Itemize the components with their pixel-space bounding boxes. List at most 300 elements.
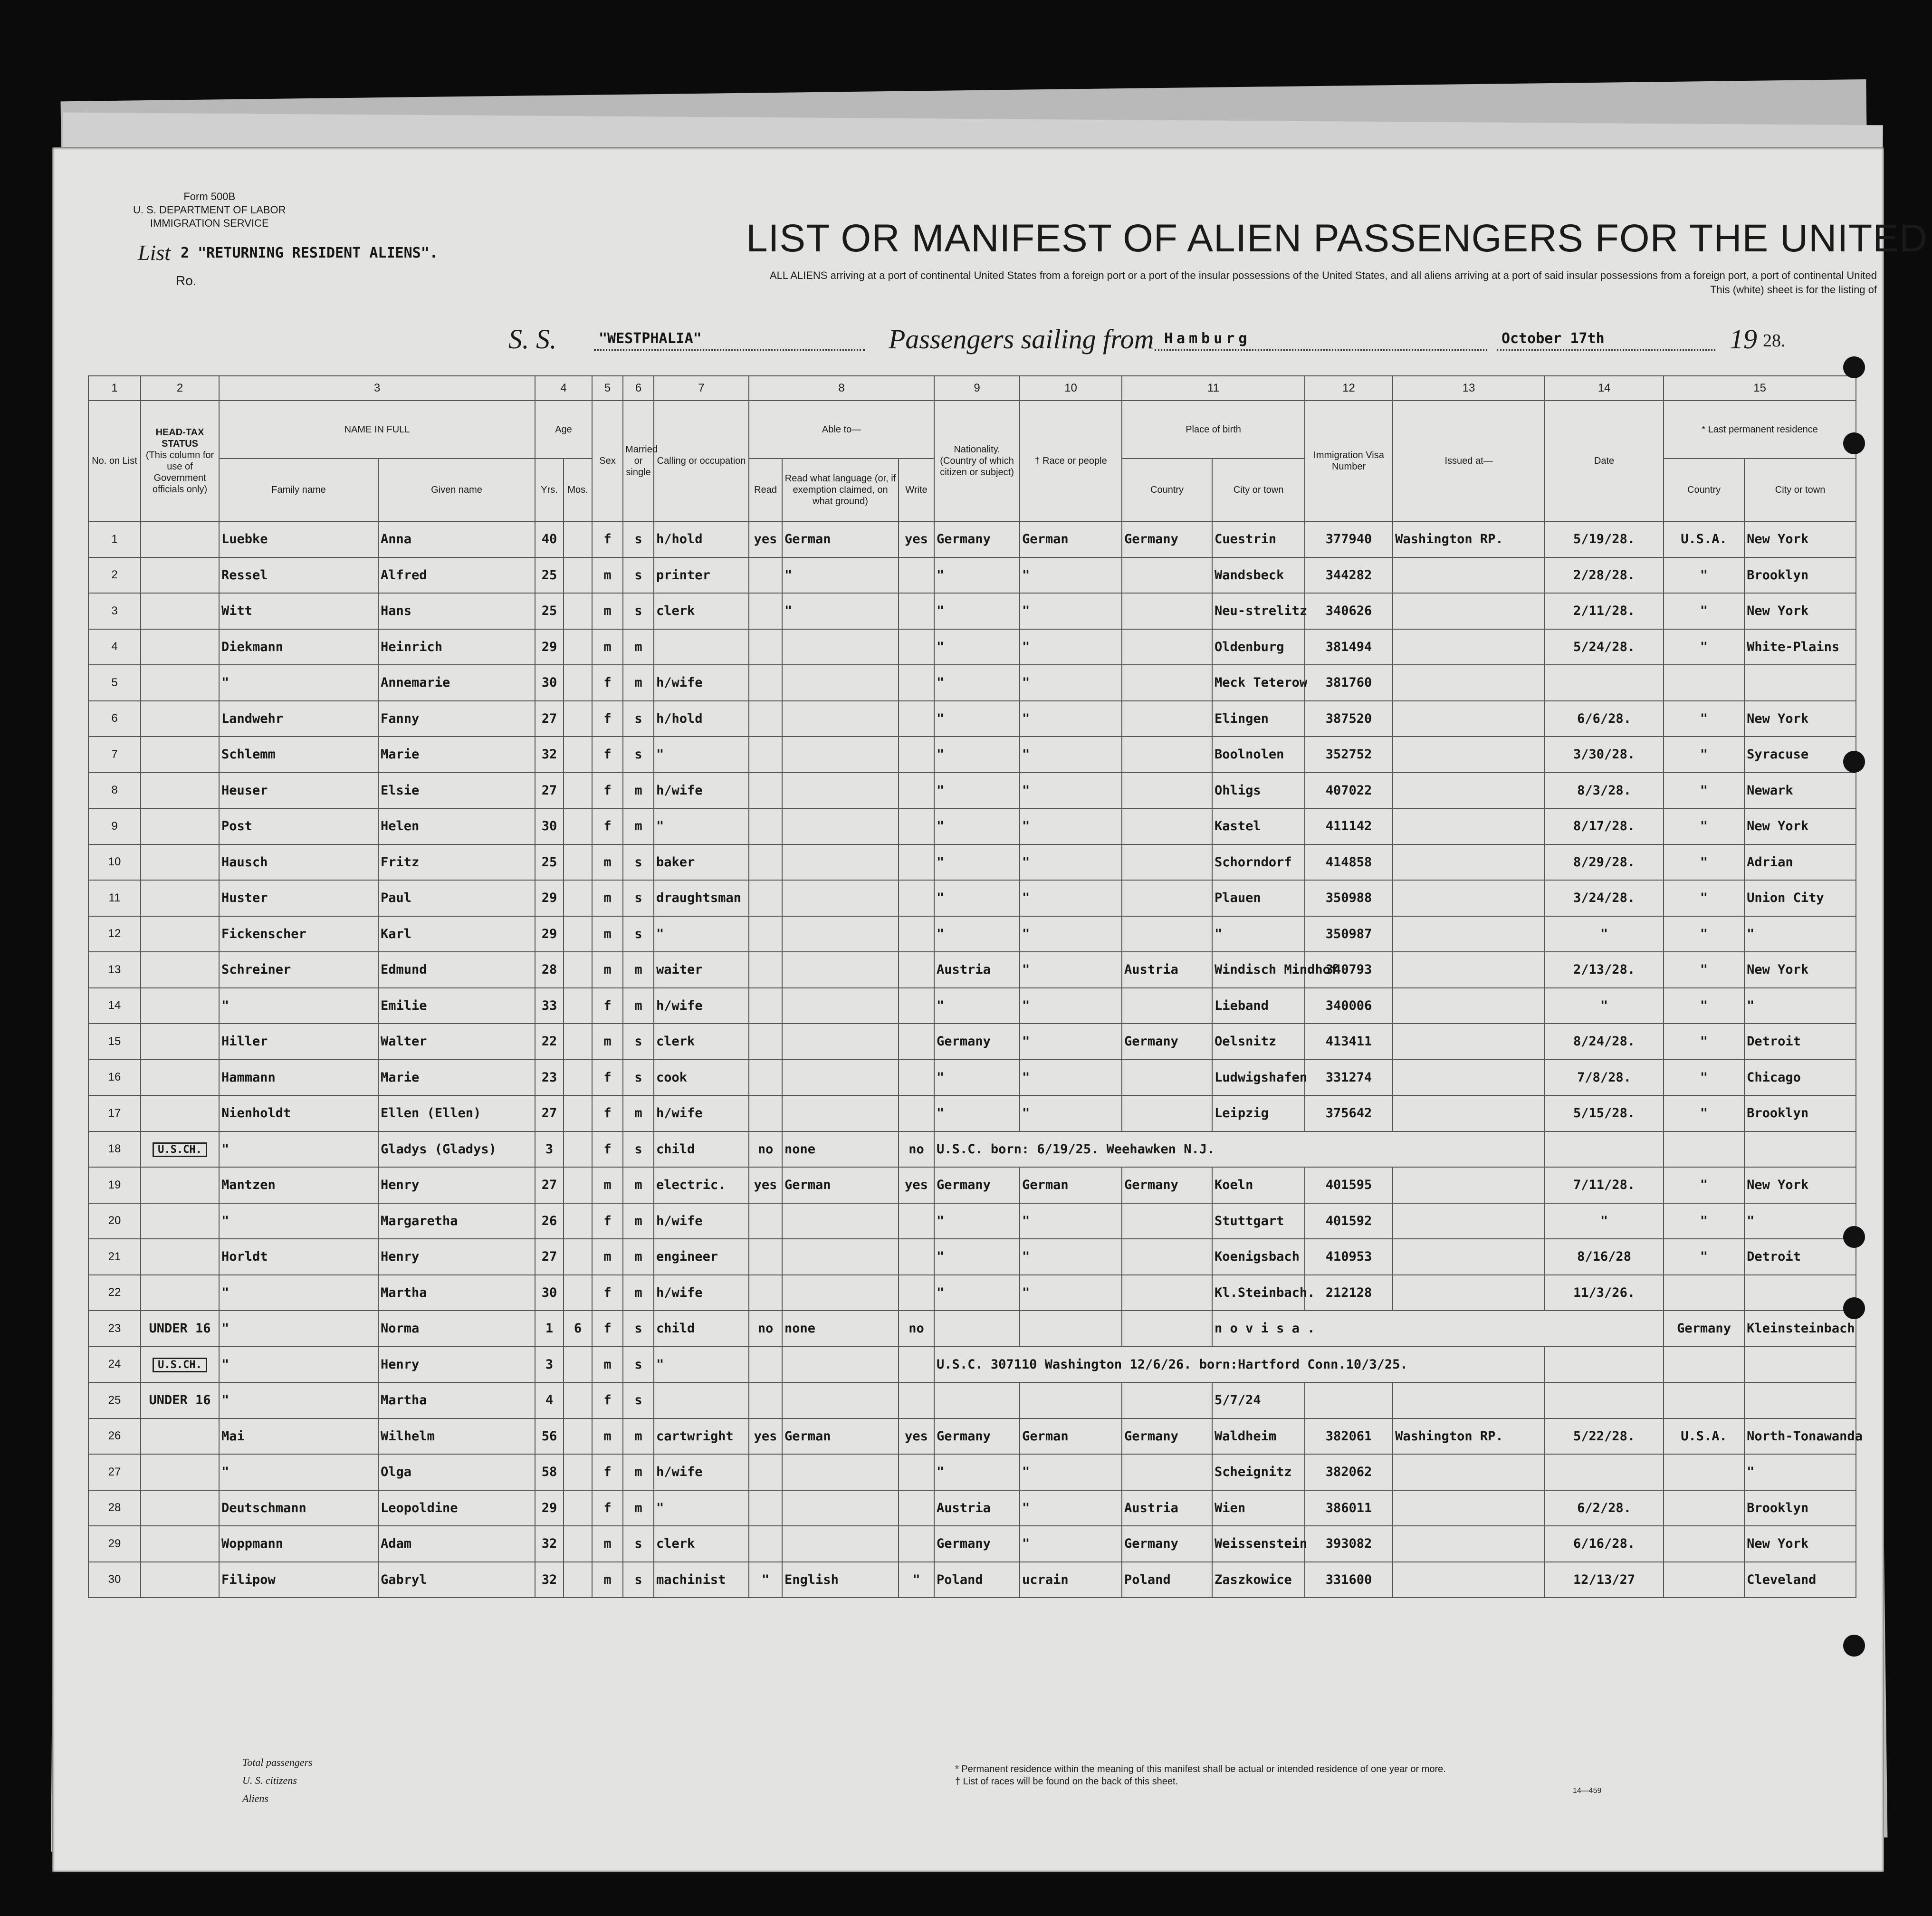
race: ": [1020, 1060, 1122, 1096]
issued-at: [1393, 1239, 1545, 1275]
age-months: [564, 1418, 592, 1455]
age-months: [564, 1454, 592, 1490]
colnum: 11: [1122, 376, 1305, 401]
marital-status: m: [623, 1239, 654, 1275]
colnum: 4: [535, 376, 592, 401]
issued-at: [1393, 1526, 1545, 1562]
occupation: h/hold: [654, 521, 749, 557]
age-months: [564, 1347, 592, 1383]
residence-country: [1664, 1562, 1744, 1598]
age-years: 3: [535, 1347, 564, 1383]
visa-number: 340006: [1305, 988, 1393, 1024]
given-name: Anna: [378, 521, 535, 557]
binder-hole: [1843, 1635, 1865, 1657]
birth-city: Plauen: [1212, 880, 1305, 916]
family-name: Hausch: [219, 844, 378, 881]
port-underline: [1155, 349, 1487, 351]
age-years: 29: [535, 880, 564, 916]
header-read-language: Read what language (or, if exemption claimed, on what ground): [782, 459, 899, 521]
header-no-on-list: No. on List: [88, 401, 141, 521]
sex: f: [592, 701, 623, 737]
can-write: [899, 808, 934, 844]
residence-city: New York: [1744, 808, 1856, 844]
nationality: U.S.C. 307110 Washington 12/6/26. born:Hartford Conn.10/3/25.: [934, 1347, 1545, 1383]
birth-country: [1122, 629, 1212, 665]
read-language: none: [782, 1311, 899, 1347]
family-name: ": [219, 1203, 378, 1239]
read-language: [782, 1060, 899, 1096]
table-row: [88, 665, 1856, 701]
sex: m: [592, 1347, 623, 1383]
table-row: [88, 1203, 1856, 1239]
age-years: 29: [535, 916, 564, 952]
can-write: [899, 701, 934, 737]
occupation: clerk: [654, 1526, 749, 1562]
visa-date: 3/30/28.: [1545, 737, 1664, 773]
read-language: [782, 1095, 899, 1131]
age-months: [564, 1095, 592, 1131]
head-tax-cell: [141, 1024, 219, 1060]
table-row: [88, 1167, 1856, 1203]
row-number: 19: [88, 1167, 141, 1203]
occupation: h/hold: [654, 701, 749, 737]
visa-date: [1545, 1131, 1664, 1168]
residence-city: North-Tonawanda: [1744, 1418, 1856, 1455]
family-name: Schlemm: [219, 737, 378, 773]
read-language: [782, 1203, 899, 1239]
visa-number: 407022: [1305, 773, 1393, 809]
age-years: 4: [535, 1382, 564, 1418]
port-of-departure: Hamburg: [1164, 330, 1251, 347]
visa-date: ": [1545, 988, 1664, 1024]
residence-city: ": [1744, 1203, 1856, 1239]
given-name: Henry: [378, 1167, 535, 1203]
given-name: Annemarie: [378, 665, 535, 701]
given-name: Norma: [378, 1311, 535, 1347]
nationality: ": [934, 701, 1020, 737]
can-write: no: [899, 1311, 934, 1347]
residence-city: New York: [1744, 593, 1856, 629]
birth-country: [1122, 1060, 1212, 1096]
age-years: 56: [535, 1418, 564, 1455]
row-number: 18: [88, 1131, 141, 1168]
birth-country: Germany: [1122, 1024, 1212, 1060]
visa-number: 350987: [1305, 916, 1393, 952]
occupation: ": [654, 916, 749, 952]
visa-number: 350988: [1305, 880, 1393, 916]
family-name: Hiller: [219, 1024, 378, 1060]
manifest-sheet: [52, 147, 1928, 1872]
department-name: U. S. DEPARTMENT OF LABOR: [133, 204, 286, 216]
occupation: draughtsman: [654, 880, 749, 916]
issued-at: [1393, 844, 1545, 881]
nationality: ": [934, 880, 1020, 916]
read-language: English: [782, 1562, 899, 1598]
residence-city: Union City: [1744, 880, 1856, 916]
can-write: yes: [899, 1418, 934, 1455]
aliens-label: Aliens: [242, 1792, 268, 1804]
colnum: 2: [141, 376, 219, 401]
occupation: ": [654, 1490, 749, 1526]
family-name: Schreiner: [219, 952, 378, 988]
visa-number: 344282: [1305, 557, 1393, 594]
family-name: ": [219, 1275, 378, 1311]
head-tax-cell: [141, 988, 219, 1024]
residence-city: Newark: [1744, 773, 1856, 809]
page-title: LIST OR MANIFEST OF ALIEN PASSENGERS FOR THE UNITED: [746, 217, 1928, 260]
residence-city: [1744, 1382, 1856, 1418]
visa-number: 340793: [1305, 952, 1393, 988]
can-read: [749, 593, 782, 629]
row-number: 17: [88, 1095, 141, 1131]
us-citizen-stamp: U.S.CH.: [153, 1358, 207, 1372]
birth-country: [1122, 737, 1212, 773]
nationality: Germany: [934, 1024, 1020, 1060]
row-number: 12: [88, 916, 141, 952]
can-write: [899, 1526, 934, 1562]
birth-city: Wandsbeck: [1212, 557, 1305, 594]
given-name: Edmund: [378, 952, 535, 988]
head-tax-cell: [141, 1275, 219, 1311]
visa-number: 413411: [1305, 1024, 1393, 1060]
sex: m: [592, 557, 623, 594]
residence-country: ": [1664, 1167, 1744, 1203]
colnum: 12: [1305, 376, 1393, 401]
marital-status: s: [623, 1562, 654, 1598]
table-row: [88, 701, 1856, 737]
row-number: 29: [88, 1526, 141, 1562]
table-row: [88, 988, 1856, 1024]
birth-city: 5/7/24: [1212, 1382, 1305, 1418]
table-row: [88, 1311, 1856, 1347]
age-years: 28: [535, 952, 564, 988]
race: ": [1020, 701, 1122, 737]
marital-status: m: [623, 988, 654, 1024]
head-tax-cell: [141, 1347, 219, 1383]
birth-city: n o v i s a .: [1212, 1311, 1664, 1347]
occupation: h/wife: [654, 1095, 749, 1131]
footnote-races: † List of races will be found on the back of this sheet.: [955, 1776, 1178, 1787]
head-tax-cell: [141, 1454, 219, 1490]
table-row: [88, 1239, 1856, 1275]
can-read: [749, 1382, 782, 1418]
occupation: [654, 629, 749, 665]
instructions-note: [390, 268, 1877, 297]
marital-status: m: [623, 808, 654, 844]
family-name: Mai: [219, 1418, 378, 1455]
read-language: [782, 1454, 899, 1490]
residence-country: ": [1664, 1060, 1744, 1096]
family-name: Luebke: [219, 521, 378, 557]
marital-status: s: [623, 880, 654, 916]
marital-status: s: [623, 1347, 654, 1383]
issued-at: [1393, 557, 1545, 594]
row-number: 16: [88, 1060, 141, 1096]
residence-city: Kleinsteinbach: [1744, 1311, 1856, 1347]
instructions-line-2: This (white) sheet is for the listing of: [1710, 284, 1877, 296]
head-tax-cell: [141, 1526, 219, 1562]
can-read: [749, 844, 782, 881]
can-read: [749, 773, 782, 809]
given-name: Marie: [378, 737, 535, 773]
residence-city: [1744, 1131, 1856, 1168]
sex: m: [592, 844, 623, 881]
table-row: [88, 1418, 1856, 1455]
race: ": [1020, 557, 1122, 594]
age-months: [564, 665, 592, 701]
nationality: Germany: [934, 1418, 1020, 1455]
issued-at: [1393, 1454, 1545, 1490]
header-last-residence: * Last permanent residence: [1664, 401, 1856, 459]
sex: f: [592, 665, 623, 701]
birth-city: Oelsnitz: [1212, 1024, 1305, 1060]
table-row: [88, 1095, 1856, 1131]
nationality: ": [934, 557, 1020, 594]
can-write: [899, 952, 934, 988]
given-name: Alfred: [378, 557, 535, 594]
residence-country: [1664, 1454, 1744, 1490]
occupation: electric.: [654, 1167, 749, 1203]
residence-city: [1744, 1275, 1856, 1311]
residence-city: Detroit: [1744, 1024, 1856, 1060]
manifest-table: [88, 375, 1863, 1598]
read-language: [782, 1490, 899, 1526]
issued-at: [1393, 1490, 1545, 1526]
visa-date: [1545, 1347, 1664, 1383]
visa-date: 2/11/28.: [1545, 593, 1664, 629]
can-write: yes: [899, 521, 934, 557]
table-row: [88, 1131, 1856, 1168]
residence-city: New York: [1744, 701, 1856, 737]
birth-country: [1122, 988, 1212, 1024]
age-years: 40: [535, 521, 564, 557]
race: ": [1020, 1275, 1122, 1311]
sex: f: [592, 1131, 623, 1168]
family-name: Diekmann: [219, 629, 378, 665]
totals-block: [242, 1753, 313, 1808]
row-number: 22: [88, 1275, 141, 1311]
table-row: [88, 1275, 1856, 1311]
given-name: Olga: [378, 1454, 535, 1490]
issued-at: [1393, 1060, 1545, 1096]
birth-country: [1122, 1275, 1212, 1311]
visa-number: 331274: [1305, 1060, 1393, 1096]
read-language: [782, 665, 899, 701]
visa-number: [1305, 1382, 1393, 1418]
birth-city: Ohligs: [1212, 773, 1305, 809]
can-read: [749, 1490, 782, 1526]
colnum: 15: [1664, 376, 1856, 401]
header-read: Read: [749, 459, 782, 521]
list-label: List: [138, 240, 171, 265]
table-row: [88, 1060, 1856, 1096]
visa-date: 5/19/28.: [1545, 521, 1664, 557]
can-write: [899, 737, 934, 773]
birth-country: Germany: [1122, 1418, 1212, 1455]
visa-number: 377940: [1305, 521, 1393, 557]
given-name: Martha: [378, 1275, 535, 1311]
occupation: printer: [654, 557, 749, 594]
nationality: ": [934, 1239, 1020, 1275]
row-number: 3: [88, 593, 141, 629]
can-read: no: [749, 1131, 782, 1168]
header-race: † Race or people: [1020, 401, 1122, 521]
residence-city: Syracuse: [1744, 737, 1856, 773]
residence-country: [1664, 1382, 1744, 1418]
table-row: [88, 1562, 1856, 1598]
visa-number: 352752: [1305, 737, 1393, 773]
given-name: Fritz: [378, 844, 535, 881]
read-language: [782, 952, 899, 988]
sailing-date: October 17th: [1502, 330, 1605, 347]
occupation: clerk: [654, 593, 749, 629]
issued-at: [1393, 1275, 1545, 1311]
given-name: Gabryl: [378, 1562, 535, 1598]
nationality: ": [934, 844, 1020, 881]
family-name: ": [219, 1347, 378, 1383]
can-read: yes: [749, 1418, 782, 1455]
can-read: [749, 1095, 782, 1131]
footnotes: [955, 1763, 1446, 1788]
head-tax-cell: [141, 737, 219, 773]
occupation: child: [654, 1131, 749, 1168]
race: ": [1020, 1203, 1122, 1239]
read-language: [782, 808, 899, 844]
residence-country: ": [1664, 1239, 1744, 1275]
visa-date: 5/15/28.: [1545, 1095, 1664, 1131]
visa-date: 5/22/28.: [1545, 1418, 1664, 1455]
birth-country: Austria: [1122, 952, 1212, 988]
given-name: Fanny: [378, 701, 535, 737]
date-underline: [1497, 349, 1715, 351]
can-write: [899, 1060, 934, 1096]
visa-number: 382061: [1305, 1418, 1393, 1455]
read-language: [782, 844, 899, 881]
residence-country: [1664, 1131, 1744, 1168]
race: ": [1020, 916, 1122, 952]
given-name: Elsie: [378, 773, 535, 809]
colnum: 9: [934, 376, 1020, 401]
sex: f: [592, 1203, 623, 1239]
birth-city: Windisch Mindhof: [1212, 952, 1305, 988]
visa-date: 3/24/28.: [1545, 880, 1664, 916]
marital-status: m: [623, 1275, 654, 1311]
can-read: [749, 1347, 782, 1383]
birth-city: Boolnolen: [1212, 737, 1305, 773]
race: ": [1020, 1490, 1122, 1526]
age-months: [564, 916, 592, 952]
nationality: ": [934, 593, 1020, 629]
nationality: ": [934, 1203, 1020, 1239]
header-birth-city: City or town: [1212, 459, 1305, 521]
row-number: 8: [88, 773, 141, 809]
age-years: 29: [535, 629, 564, 665]
occupation: child: [654, 1311, 749, 1347]
marital-status: s: [623, 844, 654, 881]
binder-hole: [1843, 1297, 1865, 1319]
birth-country: Germany: [1122, 1526, 1212, 1562]
residence-city: Cleveland: [1744, 1562, 1856, 1598]
visa-number: 381494: [1305, 629, 1393, 665]
instructions-line-1: ALL ALIENS arriving at a port of continental United States from a foreign port or a port of the insular possessions of the United States, and all aliens arriving at a port of said insular possessions from a foreign port, a port of continental United: [769, 269, 1877, 281]
residence-city: Chicago: [1744, 1060, 1856, 1096]
can-write: [899, 1382, 934, 1418]
can-read: [749, 629, 782, 665]
row-number: 20: [88, 1203, 141, 1239]
birth-city: Ludwigshafen: [1212, 1060, 1305, 1096]
sex: f: [592, 808, 623, 844]
birth-city: Cuestrin: [1212, 521, 1305, 557]
residence-country: ": [1664, 593, 1744, 629]
race: ": [1020, 844, 1122, 881]
age-months: [564, 1526, 592, 1562]
colnum: 1: [88, 376, 141, 401]
header-sex: Sex: [592, 401, 623, 521]
row-number: 5: [88, 665, 141, 701]
can-write: [899, 916, 934, 952]
visa-date: 2/28/28.: [1545, 557, 1664, 594]
age-months: [564, 880, 592, 916]
birth-country: Germany: [1122, 1167, 1212, 1203]
visa-number: 212128: [1305, 1275, 1393, 1311]
row-number: 24: [88, 1347, 141, 1383]
binder-hole: [1843, 1226, 1865, 1248]
head-tax-cell: [141, 1167, 219, 1203]
given-name: Heinrich: [378, 629, 535, 665]
age-months: [564, 557, 592, 594]
family-name: Deutschmann: [219, 1490, 378, 1526]
nationality: ": [934, 773, 1020, 809]
marital-status: m: [623, 952, 654, 988]
ss-label: S. S.: [508, 324, 557, 354]
age-months: [564, 1167, 592, 1203]
read-language: [782, 1239, 899, 1275]
residence-country: ": [1664, 844, 1744, 881]
residence-city: ": [1744, 1454, 1856, 1490]
family-name: ": [219, 988, 378, 1024]
marital-status: s: [623, 1526, 654, 1562]
birth-country: [1122, 1203, 1212, 1239]
residence-country: U.S.A.: [1664, 1418, 1744, 1455]
head-tax-cell: [141, 1095, 219, 1131]
can-read: [749, 916, 782, 952]
age-years: 27: [535, 1239, 564, 1275]
issued-at: [1393, 1203, 1545, 1239]
age-months: [564, 593, 592, 629]
occupation: cartwright: [654, 1418, 749, 1455]
can-read: [749, 808, 782, 844]
header-name-in-full: NAME IN FULL: [219, 401, 535, 459]
row-number: 6: [88, 701, 141, 737]
visa-date: 5/24/28.: [1545, 629, 1664, 665]
birth-country: [1122, 808, 1212, 844]
read-language: [782, 1024, 899, 1060]
visa-date: 11/3/26.: [1545, 1275, 1664, 1311]
row-number: 13: [88, 952, 141, 988]
residence-city: White-Plains: [1744, 629, 1856, 665]
colnum: 10: [1020, 376, 1122, 401]
header-family-name: Family name: [219, 459, 378, 521]
visa-date: 6/6/28.: [1545, 701, 1664, 737]
table-row: [88, 1490, 1856, 1526]
footnote-residence: * Permanent residence within the meaning of this manifest shall be actual or intended residence of one year or more.: [955, 1764, 1446, 1774]
family-name: Mantzen: [219, 1167, 378, 1203]
visa-date: [1545, 1382, 1664, 1418]
head-tax-cell: UNDER 16: [141, 1311, 219, 1347]
nationality: ": [934, 808, 1020, 844]
given-name: Gladys (Gladys): [378, 1131, 535, 1168]
row-number: 26: [88, 1418, 141, 1455]
